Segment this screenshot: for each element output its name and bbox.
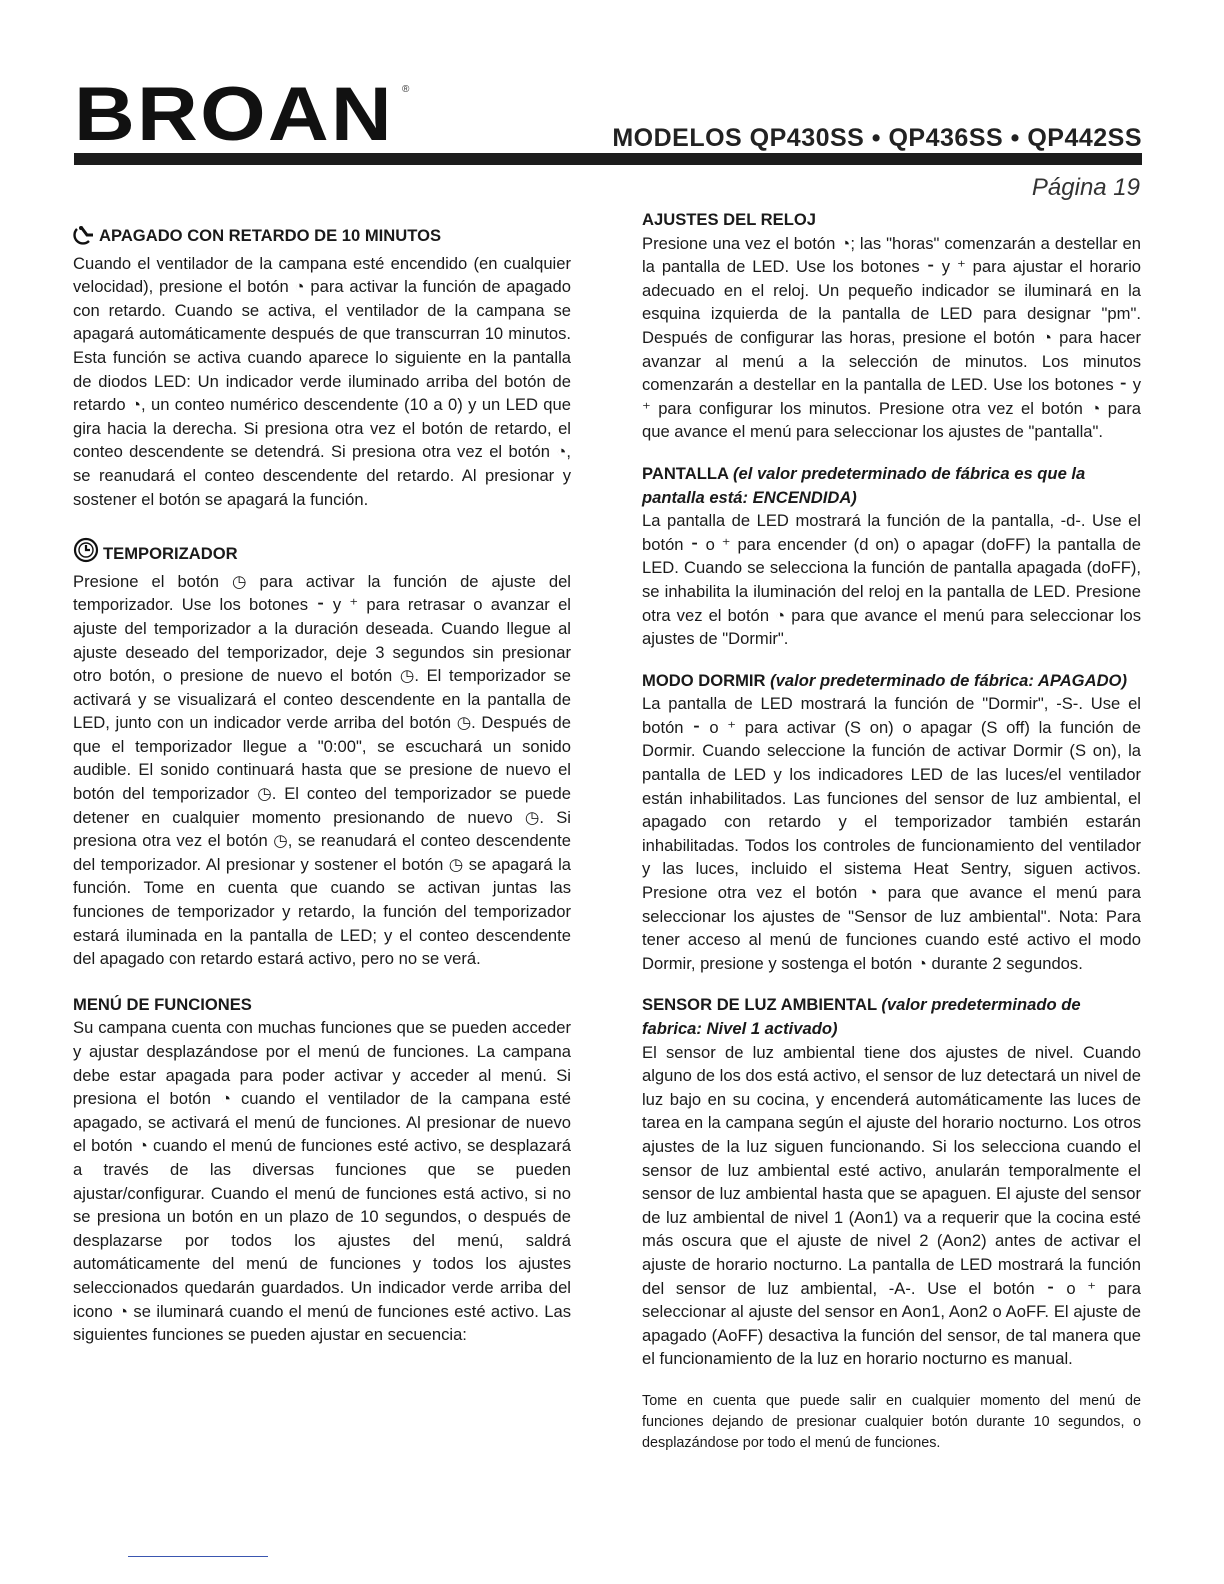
section-body: Cuando el ventilador de la campana esté encendido (en cualquier velocidad), presione el botón ◔ para activar la función de apagado con retardo. Cuando se activa, el ventilador de la campana se apagará automáticamente después de que transcurran 10 minutos. Esta función se activa cuando aparece lo siguiente en la pantalla de diodos LED: Un indicador verde iluminado arriba del botón de retardo ◔, un conteo numérico descendente (10 a 0) y un LED que gira hacia la derecha. Si presiona otra vez el botón de retardo, el conteo descendente se detendrá. Si presiona otra vez el botón ◔, se reanudará el conteo descendente del retardo. Al presionar y sostener el botón se apagará la función. [73, 253, 571, 509]
delay-off-icon [73, 225, 95, 252]
section-heading-default: (valor predeterminado de fábrica: APAGADO) [770, 670, 1127, 690]
right-column [642, 208, 1141, 1468]
section-ambient-light-sensor [642, 993, 1141, 1371]
footer-line [128, 1556, 268, 1557]
section-clock-settings [642, 208, 1141, 444]
section-display [642, 462, 1141, 651]
section-heading: TEMPORIZADOR [103, 544, 238, 564]
section-heading: PANTALLA [642, 463, 729, 483]
section-function-menu [73, 993, 571, 1347]
section-body: La pantalla de LED mostrará la función de la pantalla, -d-. Use el botón ⁃ o ⁺ para encender (d on) o apagar (doFF) la pantalla de LED. Cuando se selecciona la función de pantalla apagada (doFF), se inhabilita la iluminación del reloj en la pantalla de LED. Presione otra vez el botón ◔ para que avance el menú para seleccionar los ajustes de "Dormir". [642, 511, 1141, 649]
broan-logo [74, 78, 414, 144]
timer-icon [73, 537, 99, 570]
section-heading: SENSOR DE LUZ AMBIENTAL [642, 995, 877, 1015]
brand-wordmark: BROAN [74, 78, 394, 144]
registered-mark-icon: ® [402, 84, 410, 95]
section-sleep-mode [642, 669, 1141, 976]
section-heading-wrap [642, 669, 1141, 693]
models-title: MODELOS QP430SS • QP436SS • QP442SS [612, 124, 1142, 152]
section-timer [73, 537, 571, 971]
header-rule [74, 153, 1142, 165]
section-body: La pantalla de LED mostrará la función de "Dormir", -S-. Use el botón ⁃ o ⁺ para activar (S on) o apagar (S off) la función de Dormir. Cuando seleccione la función de activar Dormir (S on), la pantalla de LED y los indicadores LED de las luces/el ventilador están inhabilitados. Las funciones del sensor de luz ambiental, el apagado con retardo y el temporizador también estarán inhabilitadas. Todos los controles de funcionamiento del ventilador y las luces, incluido el sistema Heat Sentry, siguen activos. Presione otra vez el botón ◔ para que avance el menú para seleccionar los ajustes de "Sensor de luz ambiental". Nota: Para tener acceso al menú de funciones cuando esté activo el modo Dormir, presione y sostenga el botón ◔ durante 2 segundos. [642, 694, 1141, 973]
section-heading: MENÚ DE FUNCIONES [73, 994, 252, 1014]
section-body: Presione el botón ◷ para activar la función de ajuste del temporizador. Use los botones ⁃ y ⁺ para retrasar o avanzar el ajuste del temporizador a la duración deseada. Cuando llegue al ajuste deseado del temporizador, deje 3 segundos sin presionar otro botón, o presione de nuevo el botón ◷. El temporizador se activará y se visualizará el conteo descendente en la pantalla de LED, junto con un indicador verde arriba del botón ◷. Después de que el temporizador llegue a "0:00", se escuchará un sonido audible. El sonido continuará hasta que se presione de nuevo el botón del temporizador ◷. El conteo del temporizador se puede detener en cualquier momento presionando de nuevo ◷. Si presiona otra vez el botón ◷, se reanudará el conteo descendente del temporizador. Al presionar y sostener el botón ◷ se apagará la función. Tome en cuenta que cuando se activan juntas las funciones de temporizador y retardo, la función del temporizador estará iluminada en la pantalla de LED; y el conteo descendente del apagado con retardo estará activo, pero no se verá. [73, 571, 571, 969]
section-body: Presione una vez el botón ◔; las "horas" comenzarán a destellar en la pantalla de LED. Use los botones ⁃ y ⁺ para ajustar el horario adecuado en el reloj. Un pequeño indicador se iluminará en la esquina izquierda de la pantalla de LED para designar "pm". Después de configurar las horas, presione el botón ◔ para hacer avanzar al menú a la selección de minutos. Los minutos comenzarán a destellar en la pantalla de LED. Use los botones ⁃ y ⁺ para configurar los minutos. Presione otra vez el botón ◔ para que avance el menú para seleccionar los ajustes de "pantalla". [642, 233, 1141, 442]
section-heading: MODO DORMIR [642, 670, 766, 690]
section-heading-wrap [642, 993, 1141, 1040]
section-delay-off [73, 224, 571, 511]
page-number: Página 19 [1031, 174, 1140, 201]
left-column [73, 224, 571, 1365]
section-heading-default: (el valor predeterminado de fábrica es que la pantalla está: ENCENDIDA) [642, 463, 1086, 507]
menu-exit-note: Tome en cuenta que puede salir en cualquier momento del menú de funciones dejando de presionar cualquier botón durante 10 segundos, o desplazándose por todo el menú de funciones. [642, 1392, 1141, 1451]
section-body: Su campana cuenta con muchas funciones que se pueden acceder y ajustar desplazándose por el menú de funciones. La campana debe estar apagada para poder activar y acceder al menú. Si presiona el botón ◔ cuando el ventilador de la campana esté apagado, se activará el menú de funciones. Al presionar de nuevo el botón ◔ cuando el menú de funciones esté activo, se desplazará a través de las diversas funciones que se pueden ajustar/configurar. Cuando el menú de funciones está activo, si no se presiona un botón en un plazo de 10 segundos, o después de desplazarse por todos los ajustes del menú, saldrá automáticamente del menú de funciones y todos los ajustes seleccionados quedarán guardados. Un indicador verde arriba del icono ◔ se iluminará cuando el menú de funciones esté activo. Las siguientes funciones se pueden ajustar en secuencia: [73, 1018, 571, 1345]
section-heading: APAGADO CON RETARDO DE 10 MINUTOS [99, 226, 442, 245]
section-heading-wrap [642, 462, 1141, 509]
section-heading-default: (valor predeterminado de fabrica: Nivel 1 activado) [642, 995, 1081, 1038]
section-body: El sensor de luz ambiental tiene dos ajustes de nivel. Cuando alguno de los dos está activo, el sensor de luz detectará un nivel de luz bajo en su cocina, y encenderá automáticamente las luces de tarea en la campana según el ajuste del horario nocturno. Los otros ajustes de la luz siguen funcionando. Si los selecciona cuando el sensor de luz ambiental esté activo, anularán temporalmente el sensor de luz ambiental hasta que se apaguen. El ajuste del sensor de luz ambiental de nivel 1 (Aon1) va a requerir que la cocina esté más oscura que el ajuste de nivel 2 (Aon2) antes de activar el ajuste de horario nocturno. La pantalla de LED mostrará la función del sensor de luz ambiental, -A-. Use el botón ⁃ o ⁺ para seleccionar al ajuste del sensor en Aon1, Aon2 o AoFF. El ajuste de apagado (AoFF) desactiva la función del sensor, de tal manera que el funcionamiento de la luz en horario nocturno es manual. [642, 1042, 1141, 1369]
section-heading: AJUSTES DEL RELOJ [642, 210, 816, 229]
